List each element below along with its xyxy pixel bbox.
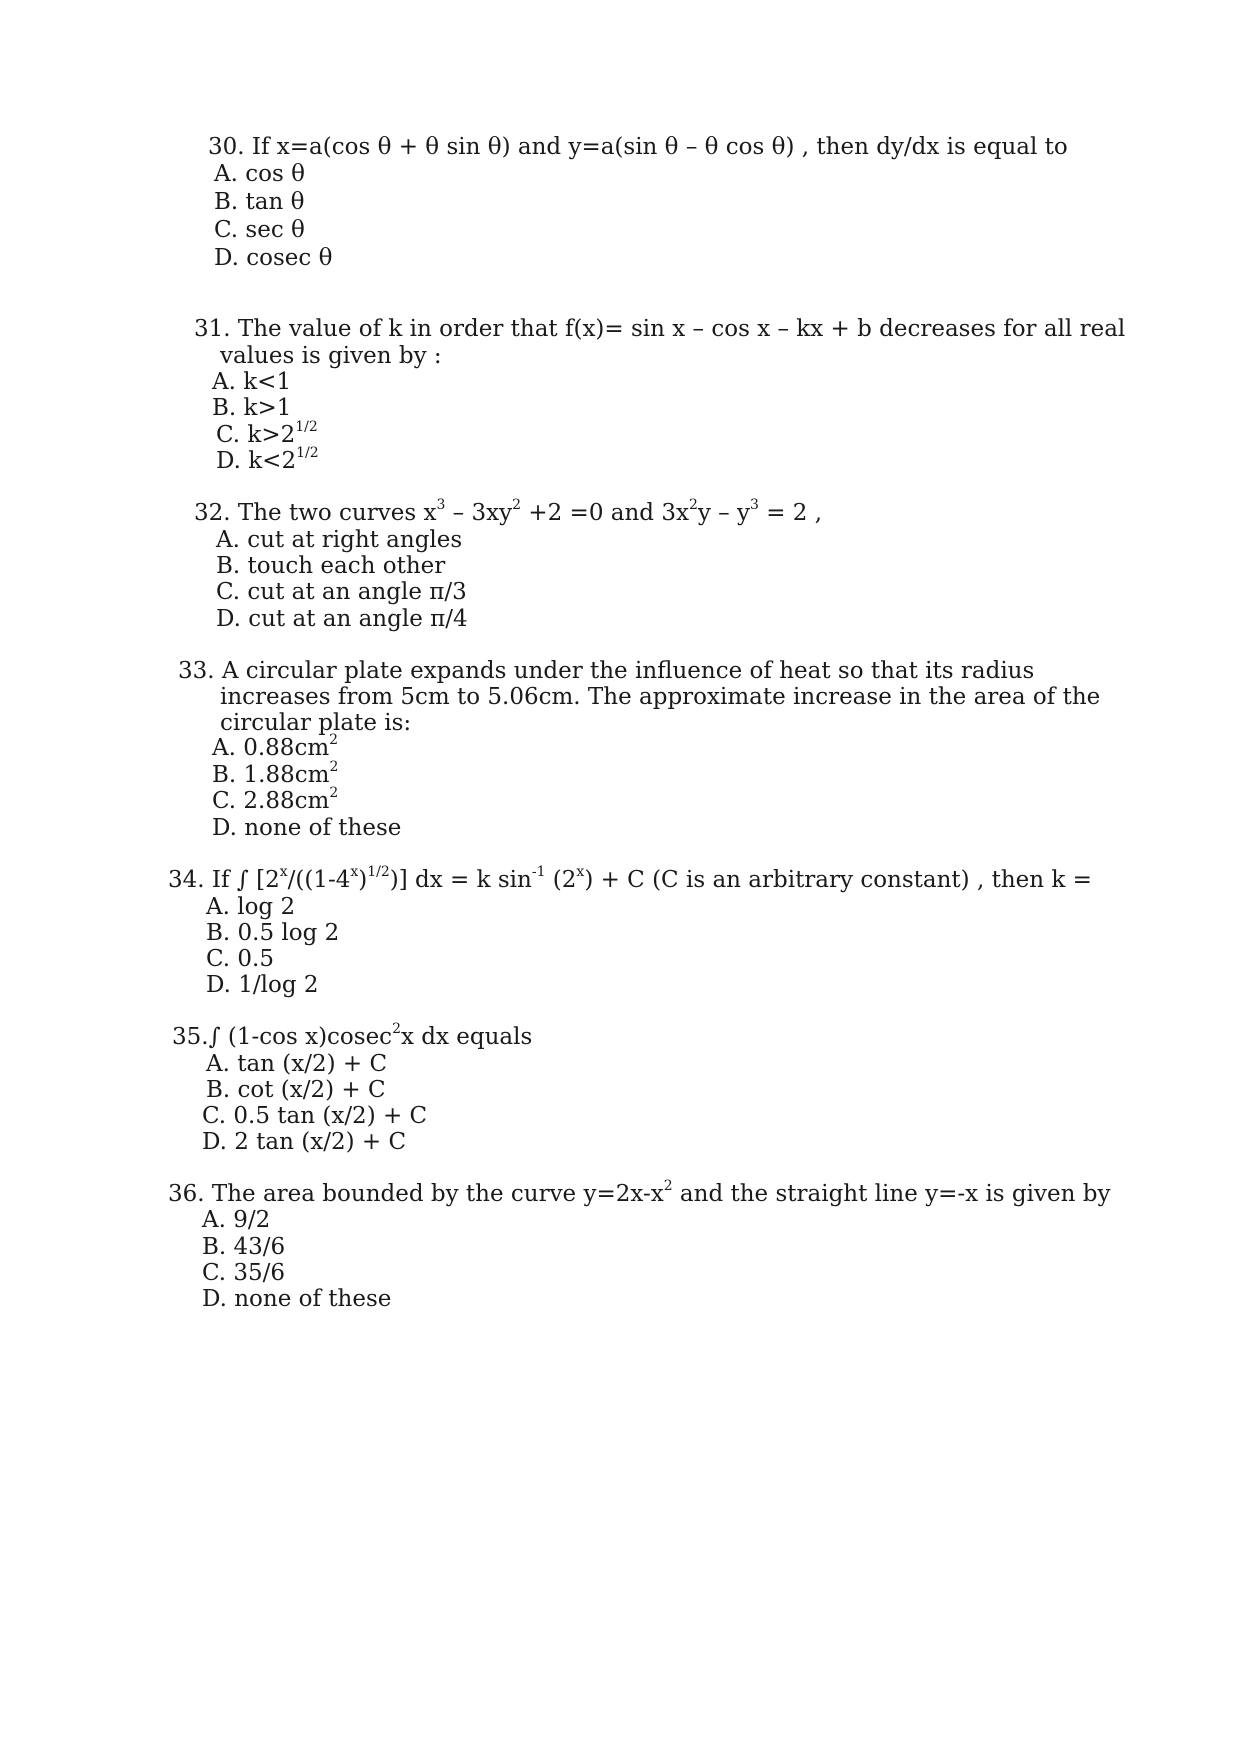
question-stem: [172, 1023, 532, 1052]
option-b: [212, 761, 338, 790]
option-c: C. 35/6: [202, 1260, 286, 1286]
option-d: D. cut at an angle π/4: [216, 606, 468, 632]
option-b: B. cot (x/2) + C: [206, 1077, 386, 1103]
question-text: If ∫ $[2^x/((1-4^x)^{1/2})]$ dx = k $\sin^{-1} (2^x) + C$ (C is an arbitrary constant) , then k =: [211, 864, 1092, 893]
question-text: The value of k in order that f(x)= sin x – cos x – kx + b decreases for all real: [237, 316, 1126, 342]
option-b: B. 0.5 log 2: [206, 920, 340, 946]
option-c: C. sec θ: [214, 217, 305, 243]
option-a: A. tan (x/2) + C: [206, 1051, 388, 1077]
question-text: The two curves $x^3 - 3xy^2 +2 =0$ and $3x^2y - y^3 = 2$ ,: [237, 497, 823, 526]
option-superscript: 2: [329, 732, 339, 749]
option-a: A. k<1: [212, 369, 292, 395]
option-a: A. cut at right angles: [216, 527, 463, 553]
question-number: 32.: [194, 500, 231, 526]
question-stem: [194, 315, 1125, 344]
question-text: The area bounded by the curve $y=2x-x^2$ and the straight line y=-x is given by: [211, 1178, 1111, 1207]
option-b: B. touch each other: [216, 553, 446, 579]
option-d: D. cosec θ: [214, 245, 333, 271]
option-d: D. 2 tan (x/2) + C: [202, 1129, 407, 1155]
option-a: [212, 734, 338, 763]
question-stem: [168, 1180, 1110, 1209]
option-c: C. 0.5: [206, 946, 274, 972]
option-superscript: 2: [329, 785, 339, 802]
option-c: C. 0.5 tan (x/2) + C: [202, 1103, 428, 1129]
option-b: B. 43/6: [202, 1234, 286, 1260]
question-text: A circular plate expands under the influence of heat so that its radius: [221, 658, 1035, 684]
question-stem: [194, 499, 822, 528]
option-text: D. k<2: [216, 448, 297, 474]
option-d: [216, 447, 319, 476]
option-d: D. none of these: [202, 1286, 392, 1312]
option-text: A. 0.88cm: [212, 735, 330, 761]
option-a: A. cos θ: [214, 161, 305, 187]
option-b: B. tan θ: [214, 189, 305, 215]
option-a: A. 9/2: [202, 1207, 271, 1233]
question-stem: [178, 657, 1034, 686]
question-text: ∫ (1-cos x)cosec$^2$x dx equals: [208, 1021, 533, 1050]
question-number: 35.: [172, 1024, 209, 1050]
option-text: C. k>2: [216, 422, 296, 448]
question-number: 33.: [178, 658, 215, 684]
option-superscript: 2: [329, 759, 339, 776]
option-superscript: 1/2: [295, 419, 318, 436]
question-stem: [208, 133, 1068, 162]
option-text: C. 2.88cm: [212, 788, 330, 814]
option-superscript: 1/2: [296, 445, 319, 462]
question-number: 30.: [208, 134, 245, 160]
option-d: D. 1/log 2: [206, 972, 319, 998]
question-stem: [168, 866, 1092, 895]
option-c: [212, 787, 338, 816]
question-text-cont: values is given by :: [220, 343, 442, 369]
option-c: C. cut at an angle π/3: [216, 579, 467, 605]
option-text: B. 1.88cm: [212, 762, 330, 788]
option-d: D. none of these: [212, 815, 402, 841]
question-text-cont: circular plate is:: [220, 710, 412, 736]
question-number: 36.: [168, 1181, 205, 1207]
question-number: 31.: [194, 316, 231, 342]
option-a: A. log 2: [206, 894, 296, 920]
question-text-cont: increases from 5cm to 5.06cm. The approximate increase in the area of the: [220, 684, 1101, 710]
question-number: 34.: [168, 867, 205, 893]
question-text: If x=a(cos θ + θ sin θ) and y=a(sin θ – θ cos θ) , then dy/dx is equal to: [251, 134, 1068, 160]
option-b: B. k>1: [212, 395, 292, 421]
